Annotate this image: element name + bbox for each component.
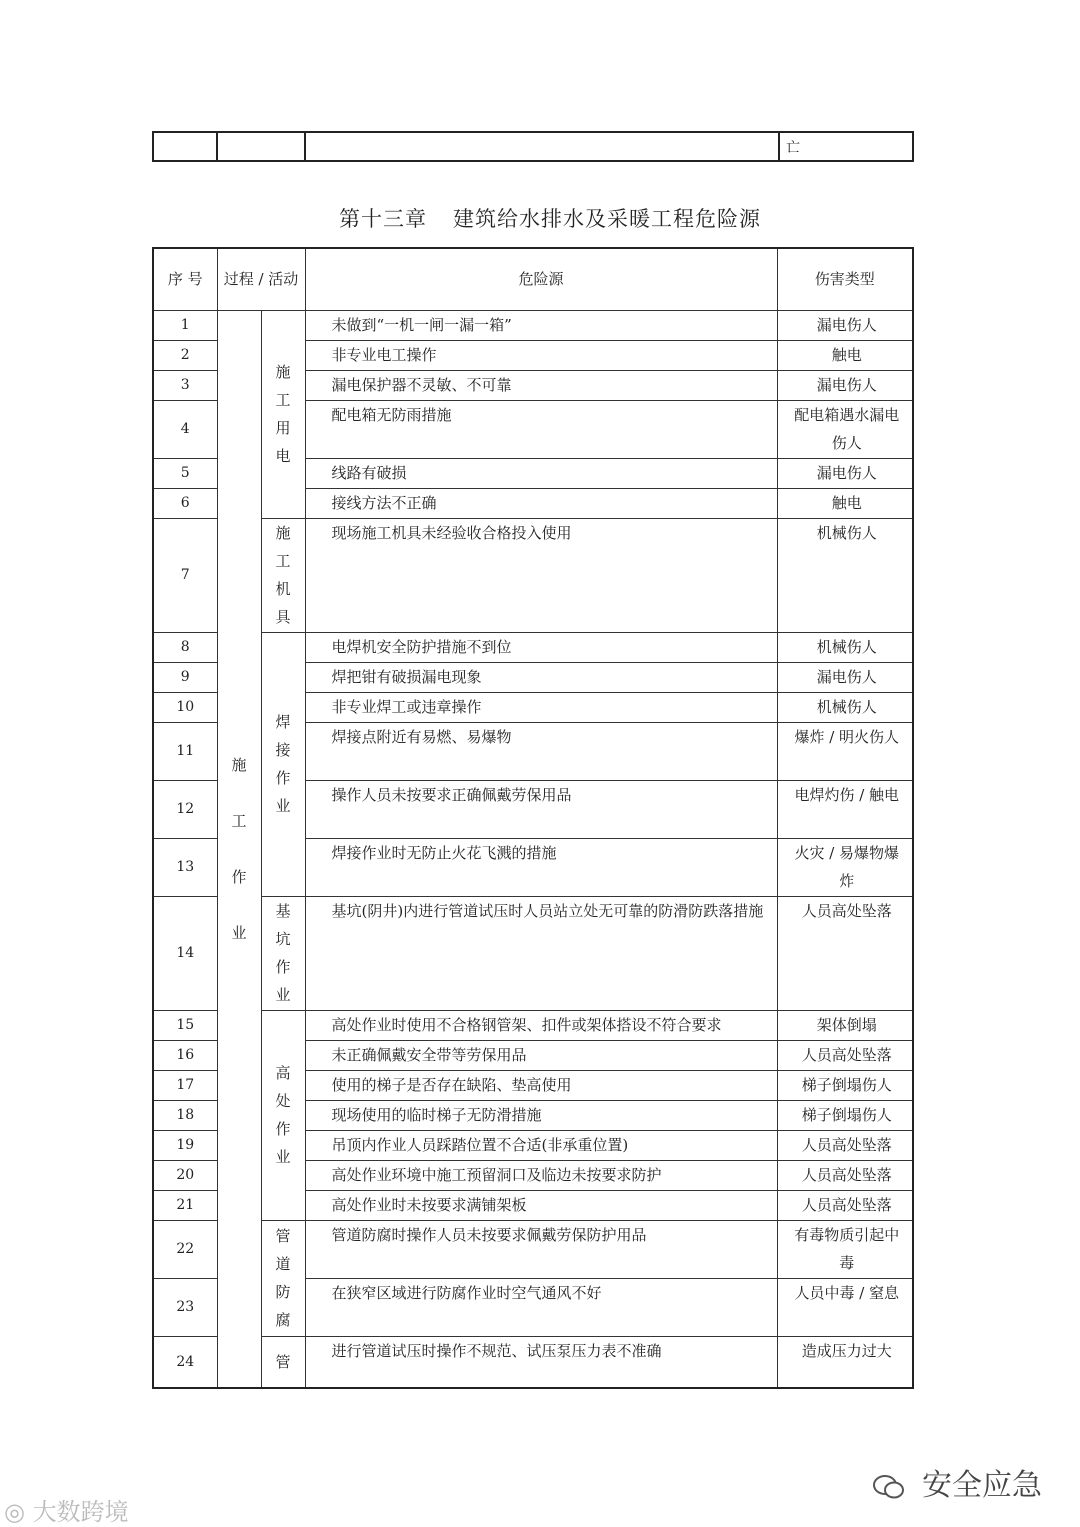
harm-type-cell: 漏电伤人 <box>777 310 913 340</box>
hazard-cell: 高处作业时使用不合格钢管架、扣件或架体搭设不符合要求 <box>305 1010 777 1040</box>
wechat-icon <box>872 1474 906 1500</box>
hazard-cell: 配电箱无防雨措施 <box>305 400 777 458</box>
harm-type-cell: 漏电伤人 <box>777 662 913 692</box>
row-number: 24 <box>153 1336 217 1388</box>
row-number: 3 <box>153 370 217 400</box>
previous-page-table-tail <box>152 131 914 162</box>
harm-type-cell: 梯子倒塌伤人 <box>777 1100 913 1130</box>
hazard-cell: 电焊机安全防护措施不到位 <box>305 632 777 662</box>
row-number: 18 <box>153 1100 217 1130</box>
process-subgroup: 管 <box>261 1336 305 1388</box>
prev-hazard-cell <box>305 132 779 161</box>
harm-type-cell: 配电箱遇水漏电伤人 <box>777 400 913 458</box>
harm-type-cell: 人员高处坠落 <box>777 1130 913 1160</box>
harm-type-cell: 造成压力过大 <box>777 1336 913 1388</box>
process-subgroup: 高 处 作 业 <box>261 1010 305 1220</box>
hazard-cell: 吊顶内作业人员踩踏位置不合适(非承重位置) <box>305 1130 777 1160</box>
table-row <box>153 1336 913 1388</box>
row-number: 17 <box>153 1070 217 1100</box>
hazard-table-body <box>153 310 913 1388</box>
hazard-cell: 进行管道试压时操作不规范、试压泵压力表不准确 <box>305 1336 777 1388</box>
header-seq: 序 号 <box>153 248 217 310</box>
row-number: 11 <box>153 722 217 780</box>
hazard-cell: 线路有破损 <box>305 458 777 488</box>
hazard-cell: 漏电保护器不灵敏、不可靠 <box>305 370 777 400</box>
harm-type-cell: 梯子倒塌伤人 <box>777 1070 913 1100</box>
row-number: 7 <box>153 518 217 632</box>
harm-type-cell: 人员高处坠落 <box>777 1160 913 1190</box>
row-number: 8 <box>153 632 217 662</box>
hazard-cell: 基坑(阴井)内进行管道试压时人员站立处无可靠的防滑防跌落措施 <box>305 896 777 1010</box>
hazard-cell: 现场使用的临时梯子无防滑措施 <box>305 1100 777 1130</box>
table-row <box>153 896 913 1010</box>
chapter-name: 建筑给水排水及采暖工程危险源 <box>453 207 761 231</box>
harm-type-cell: 机械伤人 <box>777 692 913 722</box>
row-number: 13 <box>153 838 217 896</box>
harm-type-cell: 机械伤人 <box>777 632 913 662</box>
watermark-left: ◎ 大数跨境 <box>4 1498 129 1526</box>
table-row <box>153 1220 913 1278</box>
header-harm: 伤害类型 <box>777 248 913 310</box>
harm-type-cell: 爆炸 / 明火伤人 <box>777 722 913 780</box>
chapter-title <box>0 203 1080 233</box>
harm-type-cell: 漏电伤人 <box>777 458 913 488</box>
row-number: 14 <box>153 896 217 1010</box>
hazard-cell: 现场施工机具未经验收合格投入使用 <box>305 518 777 632</box>
process-subgroup: 基 坑 作 业 <box>261 896 305 1010</box>
harm-type-cell: 人员高处坠落 <box>777 1040 913 1070</box>
row-number: 20 <box>153 1160 217 1190</box>
chapter-number: 第十三章 <box>339 207 427 231</box>
row-number: 23 <box>153 1278 217 1336</box>
row-number: 21 <box>153 1190 217 1220</box>
hazard-cell: 管道防腐时操作人员未按要求佩戴劳保防护用品 <box>305 1220 777 1278</box>
row-number: 10 <box>153 692 217 722</box>
process-subgroup: 焊 接 作 业 <box>261 632 305 896</box>
row-number: 22 <box>153 1220 217 1278</box>
process-main: 施 工 作 业 <box>217 310 261 1388</box>
process-subgroup: 施 工 机 具 <box>261 518 305 632</box>
watermark-icon: ◎ <box>4 1498 25 1526</box>
prev-harm-cell: 亡 <box>779 132 913 161</box>
harm-type-cell: 人员中毒 / 窒息 <box>777 1278 913 1336</box>
hazard-cell: 未正确佩戴安全带等劳保用品 <box>305 1040 777 1070</box>
hazard-cell: 操作人员未按要求正确佩戴劳保用品 <box>305 780 777 838</box>
hazard-cell: 接线方法不正确 <box>305 488 777 518</box>
header-process: 过程 / 活动 <box>217 248 305 310</box>
row-number: 2 <box>153 340 217 370</box>
table-row <box>153 1010 913 1040</box>
harm-type-cell: 人员高处坠落 <box>777 1190 913 1220</box>
hazard-cell: 焊接点附近有易燃、易爆物 <box>305 722 777 780</box>
brand-footer <box>872 1460 1042 1504</box>
row-number: 19 <box>153 1130 217 1160</box>
process-subgroup: 施 工 用 电 <box>261 310 305 518</box>
header-hazard: 危险源 <box>305 248 777 310</box>
harm-type-cell: 电焊灼伤 / 触电 <box>777 780 913 838</box>
harm-type-cell: 触电 <box>777 340 913 370</box>
hazard-cell: 非专业电工操作 <box>305 340 777 370</box>
hazard-cell: 高处作业时未按要求满铺架板 <box>305 1190 777 1220</box>
hazard-table <box>152 247 914 1389</box>
hazard-cell: 未做到“一机一闸一漏一箱” <box>305 310 777 340</box>
row-number: 16 <box>153 1040 217 1070</box>
hazard-cell: 在狭窄区域进行防腐作业时空气通风不好 <box>305 1278 777 1336</box>
harm-type-cell: 机械伤人 <box>777 518 913 632</box>
harm-type-cell: 人员高处坠落 <box>777 896 913 1010</box>
row-number: 6 <box>153 488 217 518</box>
harm-type-cell: 触电 <box>777 488 913 518</box>
prev-seq-cell <box>153 132 217 161</box>
harm-type-cell: 架体倒塌 <box>777 1010 913 1040</box>
row-number: 1 <box>153 310 217 340</box>
row-number: 4 <box>153 400 217 458</box>
table-row <box>153 518 913 632</box>
process-subgroup: 管 道 防 腐 <box>261 1220 305 1336</box>
hazard-cell: 焊把钳有破损漏电现象 <box>305 662 777 692</box>
row-number: 15 <box>153 1010 217 1040</box>
hazard-cell: 非专业焊工或违章操作 <box>305 692 777 722</box>
harm-type-cell: 有毒物质引起中毒 <box>777 1220 913 1278</box>
harm-type-cell: 火灾 / 易爆物爆炸 <box>777 838 913 896</box>
row-number: 12 <box>153 780 217 838</box>
row-number: 9 <box>153 662 217 692</box>
table-row <box>153 310 913 340</box>
hazard-cell: 使用的梯子是否存在缺陷、垫高使用 <box>305 1070 777 1100</box>
hazard-cell: 焊接作业时无防止火花飞溅的措施 <box>305 838 777 896</box>
hazard-cell: 高处作业环境中施工预留洞口及临边未按要求防护 <box>305 1160 777 1190</box>
prev-process-cell <box>217 132 305 161</box>
table-row <box>153 632 913 662</box>
brand-name: 安全应急 <box>922 1468 1042 1503</box>
row-number: 5 <box>153 458 217 488</box>
harm-type-cell: 漏电伤人 <box>777 370 913 400</box>
